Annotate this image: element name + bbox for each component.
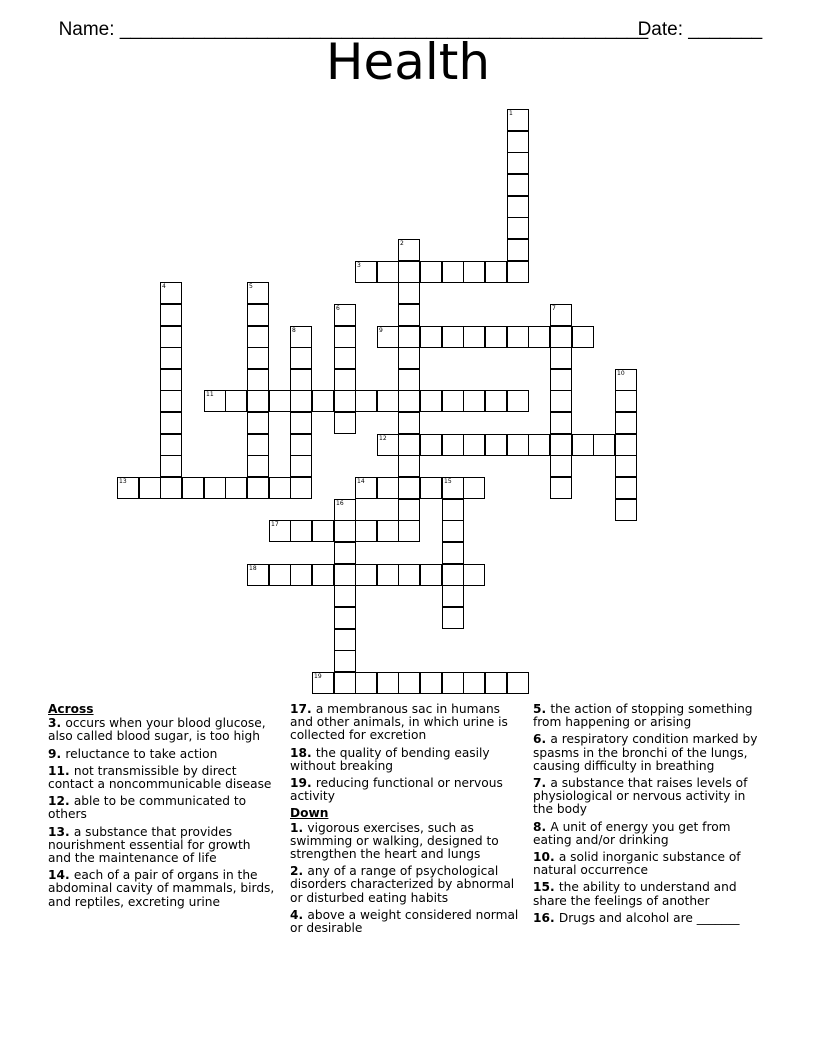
cell-number: 8: [292, 327, 296, 334]
cell-number: 3: [357, 262, 361, 269]
grid-cell[interactable]: [507, 196, 529, 218]
cell-number: 1: [509, 110, 513, 117]
grid-cell[interactable]: [117, 477, 139, 499]
grid-cell[interactable]: [290, 520, 312, 542]
grid-cell[interactable]: [247, 434, 269, 456]
cell-number: 13: [119, 478, 127, 485]
grid-cell[interactable]: [160, 326, 182, 348]
grid-cell[interactable]: [377, 520, 399, 542]
grid-cell[interactable]: [334, 369, 356, 391]
clue-down-6: 6. a respiratory condition marked by spasms in the bronchi of the lungs, causing difficulty in breathing: [533, 732, 758, 773]
grid-cell[interactable]: [160, 412, 182, 434]
grid-cell[interactable]: [290, 455, 312, 477]
grid-cell[interactable]: [507, 261, 529, 283]
grid-cell[interactable]: [160, 477, 182, 499]
grid-cell[interactable]: [334, 672, 356, 694]
grid-cell[interactable]: [550, 369, 572, 391]
clue-down-16: 16. Drugs and alcohol are _______: [533, 910, 740, 925]
grid-cell[interactable]: [398, 564, 420, 586]
grid-cell[interactable]: [442, 434, 464, 456]
clue-down-2: 2. any of a range of psychological disorders characterized by abnormal or disturbed eating habits: [290, 864, 515, 905]
grid-cell[interactable]: [247, 369, 269, 391]
grid-cell[interactable]: [225, 390, 247, 412]
grid-cell[interactable]: [334, 304, 356, 326]
clue-down-4: 4. above a weight considered normal or desirable: [290, 907, 519, 936]
grid-cell[interactable]: [139, 477, 161, 499]
grid-cell[interactable]: [290, 326, 312, 348]
cell-number: 11: [206, 391, 214, 398]
grid-cell[interactable]: [398, 520, 420, 542]
grid-cell[interactable]: [442, 607, 464, 629]
grid-cell[interactable]: [550, 434, 572, 456]
grid-cell[interactable]: [398, 499, 420, 521]
grid-cell[interactable]: [334, 412, 356, 434]
grid-cell[interactable]: [615, 477, 637, 499]
grid-cell[interactable]: [442, 672, 464, 694]
grid-cell[interactable]: [485, 261, 507, 283]
grid-cell[interactable]: [507, 109, 529, 131]
grid-cell[interactable]: [355, 477, 377, 499]
clue-column-1: [48, 703, 276, 913]
date-label: Date:: [637, 19, 689, 40]
grid-cell[interactable]: [334, 607, 356, 629]
grid-cell[interactable]: [247, 390, 269, 412]
grid-cell[interactable]: [398, 261, 420, 283]
cell-number: 6: [336, 305, 340, 312]
grid-cell[interactable]: [615, 499, 637, 521]
grid-cell[interactable]: [269, 390, 291, 412]
grid-cell[interactable]: [463, 390, 485, 412]
grid-cell[interactable]: [355, 261, 377, 283]
grid-cell[interactable]: [398, 455, 420, 477]
grid-cell[interactable]: [398, 326, 420, 348]
grid-cell[interactable]: [334, 390, 356, 412]
grid-cell[interactable]: [312, 672, 334, 694]
grid-cell[interactable]: [160, 282, 182, 304]
clue-across-11: 11. not transmissible by direct contact a noncommunicable disease: [48, 763, 272, 792]
grid-cell[interactable]: [160, 304, 182, 326]
grid-cell[interactable]: [398, 347, 420, 369]
grid-cell[interactable]: [463, 326, 485, 348]
grid-cell[interactable]: [160, 390, 182, 412]
cell-number: 18: [249, 565, 257, 572]
grid-cell[interactable]: [615, 390, 637, 412]
grid-cell[interactable]: [507, 672, 529, 694]
clue-across-13: 13. a substance that provides nourishment essential for growth and the maintenance of life: [48, 824, 251, 866]
cell-number: 14: [357, 478, 365, 485]
grid-cell[interactable]: [485, 326, 507, 348]
grid-cell[interactable]: [572, 434, 594, 456]
across-heading: Across: [48, 702, 94, 716]
clue-across-14: 14. each of a pair of organs in the abdominal cavity of mammals, birds, and reptiles, excreting urine: [48, 868, 275, 909]
grid-cell[interactable]: [398, 369, 420, 391]
grid-cell[interactable]: [550, 326, 572, 348]
cell-number: 2: [400, 240, 404, 247]
grid-cell[interactable]: [160, 455, 182, 477]
grid-cell[interactable]: [398, 304, 420, 326]
grid-cell[interactable]: [528, 326, 550, 348]
grid-cell[interactable]: [420, 434, 442, 456]
grid-cell[interactable]: [550, 455, 572, 477]
grid-cell[interactable]: [377, 326, 399, 348]
grid-cell[interactable]: [247, 282, 269, 304]
grid-cell[interactable]: [182, 477, 204, 499]
cell-number: 4: [162, 283, 166, 290]
grid-cell[interactable]: [420, 564, 442, 586]
grid-cell[interactable]: [463, 261, 485, 283]
grid-cell[interactable]: [615, 434, 637, 456]
grid-cell[interactable]: [507, 434, 529, 456]
grid-cell[interactable]: [355, 390, 377, 412]
grid-cell[interactable]: [334, 347, 356, 369]
grid-cell[interactable]: [463, 672, 485, 694]
grid-cell[interactable]: [334, 520, 356, 542]
grid-cell[interactable]: [442, 261, 464, 283]
grid-cell[interactable]: [377, 672, 399, 694]
grid-cell[interactable]: [312, 520, 334, 542]
grid-cell[interactable]: [550, 304, 572, 326]
name-label: Name:: [58, 19, 120, 40]
grid-cell[interactable]: [507, 174, 529, 196]
cell-number: 15: [444, 478, 452, 485]
date-blank[interactable]: _______: [688, 19, 763, 40]
grid-cell[interactable]: [225, 477, 247, 499]
grid-cell[interactable]: [160, 434, 182, 456]
clue-across-19: 19. reducing functional or nervous activity: [290, 776, 503, 804]
grid-cell[interactable]: [442, 585, 464, 607]
grid-cell[interactable]: [507, 326, 529, 348]
grid-cell[interactable]: [204, 390, 226, 412]
grid-cell[interactable]: [269, 564, 291, 586]
grid-cell[interactable]: [312, 564, 334, 586]
grid-cell[interactable]: [334, 542, 356, 564]
grid-cell[interactable]: [442, 499, 464, 521]
grid-cell[interactable]: [290, 434, 312, 456]
grid-cell[interactable]: [377, 564, 399, 586]
grid-cell[interactable]: [420, 672, 442, 694]
grid-cell[interactable]: [355, 564, 377, 586]
grid-cell[interactable]: [572, 326, 594, 348]
grid-cell[interactable]: [377, 261, 399, 283]
grid-cell[interactable]: [398, 390, 420, 412]
grid-cell[interactable]: [269, 477, 291, 499]
grid-cell[interactable]: [290, 477, 312, 499]
grid-cell[interactable]: [507, 390, 529, 412]
grid-cell[interactable]: [507, 217, 529, 239]
grid-cell[interactable]: [334, 564, 356, 586]
grid-cell[interactable]: [377, 390, 399, 412]
grid-cell[interactable]: [507, 131, 529, 153]
clue-down-15: 15. the ability to understand and share the feelings of another: [533, 880, 737, 908]
grid-cell[interactable]: [247, 326, 269, 348]
grid-cell[interactable]: [160, 369, 182, 391]
grid-cell[interactable]: [398, 434, 420, 456]
clue-across-9: 9. reluctance to take action: [48, 746, 218, 761]
clue-across-3: 3. occurs when your blood glucose, also called blood sugar, is too high: [48, 716, 266, 744]
grid-cell[interactable]: [247, 304, 269, 326]
grid-cell[interactable]: [160, 347, 182, 369]
grid-cell[interactable]: [355, 672, 377, 694]
grid-cell[interactable]: [485, 434, 507, 456]
grid-cell[interactable]: [442, 390, 464, 412]
grid-cell[interactable]: [485, 390, 507, 412]
page-title: Health: [325, 33, 491, 91]
grid-cell[interactable]: [377, 477, 399, 499]
name-blank[interactable]: __________________________________________________: [119, 19, 649, 40]
grid-cell[interactable]: [290, 412, 312, 434]
grid-cell[interactable]: [334, 585, 356, 607]
grid-cell[interactable]: [290, 369, 312, 391]
grid-cell[interactable]: [420, 390, 442, 412]
cell-number: 7: [552, 305, 556, 312]
clue-across-12: 12. able to be communicated to others: [48, 794, 247, 822]
grid-cell[interactable]: [290, 564, 312, 586]
grid-cell[interactable]: [204, 477, 226, 499]
clue-down-7: 7. a substance that raises levels of physiological or nervous activity in the body: [533, 776, 748, 817]
grid-cell[interactable]: [312, 390, 334, 412]
clue-across-17: 17. a membranous sac in humans and other animals, in which urine is collected for excretion: [290, 702, 508, 743]
clue-down-8: 8. A unit of energy you get from eating and/or drinking: [533, 819, 731, 847]
clue-column-3: [533, 703, 768, 929]
grid-cell[interactable]: [398, 412, 420, 434]
grid-cell[interactable]: [420, 261, 442, 283]
grid-cell[interactable]: [615, 455, 637, 477]
clue-across-18: 18. the quality of bending easily without breaking: [290, 745, 490, 773]
grid-cell[interactable]: [420, 477, 442, 499]
grid-cell[interactable]: [377, 434, 399, 456]
grid-cell[interactable]: [290, 347, 312, 369]
grid-cell[interactable]: [442, 564, 464, 586]
grid-cell[interactable]: [398, 672, 420, 694]
grid-cell[interactable]: [269, 520, 291, 542]
cell-number: 12: [379, 435, 387, 442]
clue-down-10: 10. a solid inorganic substance of natural occurrence: [533, 850, 741, 878]
grid-cell[interactable]: [485, 672, 507, 694]
grid-cell[interactable]: [442, 520, 464, 542]
grid-cell[interactable]: [398, 282, 420, 304]
grid-cell[interactable]: [615, 369, 637, 391]
grid-cell[interactable]: [442, 326, 464, 348]
grid-cell[interactable]: [247, 347, 269, 369]
clue-down-5: 5. the action of stopping something from happening or arising: [533, 702, 753, 730]
grid-cell[interactable]: [463, 477, 485, 499]
cell-number: 5: [249, 283, 253, 290]
grid-cell[interactable]: [334, 499, 356, 521]
grid-cell[interactable]: [442, 477, 464, 499]
grid-cell[interactable]: [398, 239, 420, 261]
clue-column-2: [290, 703, 522, 939]
down-heading: Down: [290, 806, 329, 821]
grid-cell[interactable]: [507, 152, 529, 174]
cell-number: 16: [336, 500, 344, 507]
grid-cell[interactable]: [528, 434, 550, 456]
grid-cell[interactable]: [593, 434, 615, 456]
grid-cell[interactable]: [507, 239, 529, 261]
grid-cell[interactable]: [247, 564, 269, 586]
grid-cell[interactable]: [442, 542, 464, 564]
grid-cell[interactable]: [290, 390, 312, 412]
grid-cell[interactable]: [398, 477, 420, 499]
grid-cell[interactable]: [247, 477, 269, 499]
cell-number: 19: [314, 673, 322, 680]
cell-number: 10: [617, 370, 625, 377]
clue-down-1: 1. vigorous exercises, such as swimming or walking, designed to strengthen the heart and lungs: [290, 820, 499, 862]
grid-cell[interactable]: [355, 520, 377, 542]
cell-number: 17: [271, 521, 279, 528]
grid-cell[interactable]: [247, 412, 269, 434]
grid-cell[interactable]: [615, 412, 637, 434]
grid-cell[interactable]: [420, 326, 442, 348]
grid-cell[interactable]: [463, 434, 485, 456]
grid-cell[interactable]: [550, 390, 572, 412]
grid-cell[interactable]: [334, 326, 356, 348]
grid-cell[interactable]: [247, 455, 269, 477]
grid-cell[interactable]: [550, 477, 572, 499]
grid-cell[interactable]: [550, 347, 572, 369]
cell-number: 9: [379, 327, 383, 334]
grid-cell[interactable]: [550, 412, 572, 434]
grid-cell[interactable]: [334, 629, 356, 651]
grid-cell[interactable]: [463, 564, 485, 586]
grid-cell[interactable]: [334, 650, 356, 672]
